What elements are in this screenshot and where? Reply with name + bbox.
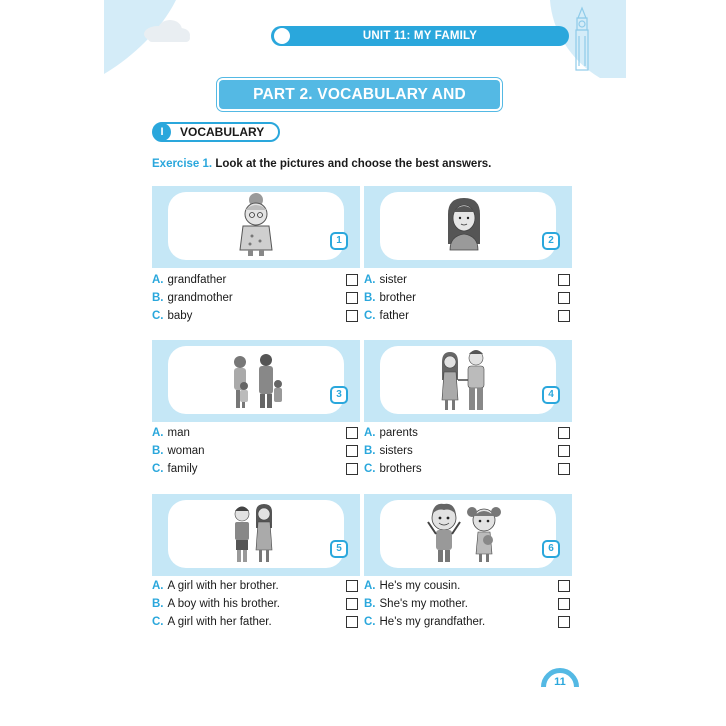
answer-options-2 [364,271,572,325]
unit-header-bar [271,26,569,46]
option-row[interactable] [364,307,572,325]
question-number-badge: 1 [330,232,348,250]
answer-options-6 [364,577,572,631]
option-text: He's my grandfather. [379,616,486,628]
option-text: sister [379,274,407,286]
answer-checkbox[interactable] [346,427,358,439]
option-letter: B. [152,292,164,304]
part-banner [219,80,500,132]
answer-checkbox[interactable] [346,274,358,286]
answer-options-3 [152,424,360,478]
answer-checkbox[interactable] [558,274,570,286]
option-row[interactable] [152,271,360,289]
answer-checkbox[interactable] [558,445,570,457]
answer-checkbox[interactable] [346,310,358,322]
option-text: grandfather [167,274,227,286]
option-letter: C. [152,310,164,322]
option-letter: B. [364,598,376,610]
unit-title: UNIT 11: MY FAMILY [362,30,478,42]
option-row[interactable] [364,460,572,478]
option-letter: B. [364,292,376,304]
option-text: A boy with his brother. [167,598,281,610]
option-text: She's my mother. [379,598,468,610]
girl-icon [364,186,572,268]
cousins-icon [364,494,572,576]
question-card-5 [152,494,360,576]
question-card-2 [364,186,572,268]
question-number-badge: 6 [542,540,560,558]
answer-options-1 [152,271,360,325]
option-letter: A. [152,274,164,286]
answer-checkbox[interactable] [346,616,358,628]
option-letter: C. [364,310,376,322]
option-row[interactable] [364,613,572,631]
option-letter: A. [364,580,376,592]
answer-checkbox[interactable] [346,445,358,457]
option-letter: A. [152,427,164,439]
answer-checkbox[interactable] [558,616,570,628]
grandmother-icon [152,186,360,268]
answer-options-5 [152,577,360,631]
option-row[interactable] [364,595,572,613]
answer-checkbox[interactable] [558,427,570,439]
answer-checkbox[interactable] [346,580,358,592]
option-row[interactable] [152,307,360,325]
option-letter: B. [152,445,164,457]
question-number-badge: 3 [330,386,348,404]
question-card-1 [152,186,360,268]
option-row[interactable] [152,595,360,613]
option-row[interactable] [152,460,360,478]
option-letter: A. [364,274,376,286]
question-card-3 [152,340,360,422]
answer-checkbox[interactable] [558,292,570,304]
answer-checkbox[interactable] [558,310,570,322]
option-letter: B. [152,598,164,610]
page-number: 11 [554,676,566,688]
exercise-label: Exercise 1. [152,158,213,170]
option-letter: C. [364,463,376,475]
cloud-decoration-icon [104,0,204,78]
option-row[interactable] [364,424,572,442]
option-text: woman [167,445,205,457]
option-letter: C. [364,616,376,628]
option-row[interactable] [152,613,360,631]
answer-checkbox[interactable] [558,463,570,475]
option-text: man [167,427,190,439]
answer-checkbox[interactable] [558,580,570,592]
option-letter: C. [152,616,164,628]
answer-checkbox[interactable] [346,463,358,475]
question-number-badge: 2 [542,232,560,250]
family-icon [152,340,360,422]
option-row[interactable] [364,577,572,595]
option-row[interactable] [364,442,572,460]
option-text: grandmother [167,292,233,304]
section-heading [152,122,280,142]
option-letter: C. [152,463,164,475]
couple-icon [364,340,572,422]
exercise-instruction [152,158,491,170]
question-card-4 [364,340,572,422]
option-row[interactable] [152,289,360,307]
question-number-badge: 4 [542,386,560,404]
part-title: PART 2. VOCABULARY AND GRAMMAR [253,86,466,132]
option-text: A girl with her father. [167,616,272,628]
option-text: He's my cousin. [379,580,461,592]
section-label: VOCABULARY [180,125,265,139]
option-text: brothers [379,463,422,475]
option-letter: A. [364,427,376,439]
siblings-icon [152,494,360,576]
option-letter: A. [152,580,164,592]
option-row[interactable] [364,271,572,289]
option-row[interactable] [364,289,572,307]
option-row[interactable] [152,577,360,595]
page-number-badge [541,668,579,692]
option-text: family [167,463,198,475]
option-row[interactable] [152,424,360,442]
option-text: brother [379,292,416,304]
option-letter: B. [364,445,376,457]
question-card-6 [364,494,572,576]
answer-checkbox[interactable] [346,292,358,304]
option-text: father [379,310,409,322]
option-text: sisters [379,445,413,457]
option-text: baby [167,310,193,322]
exercise-text: Look at the pictures and choose the best answers. [215,158,492,170]
section-number: I [153,123,171,141]
answer-checkbox[interactable] [558,598,570,610]
answer-checkbox[interactable] [346,598,358,610]
option-text: A girl with her brother. [167,580,279,592]
option-row[interactable] [152,442,360,460]
option-text: parents [379,427,418,439]
answer-options-4 [364,424,572,478]
question-number-badge: 5 [330,540,348,558]
